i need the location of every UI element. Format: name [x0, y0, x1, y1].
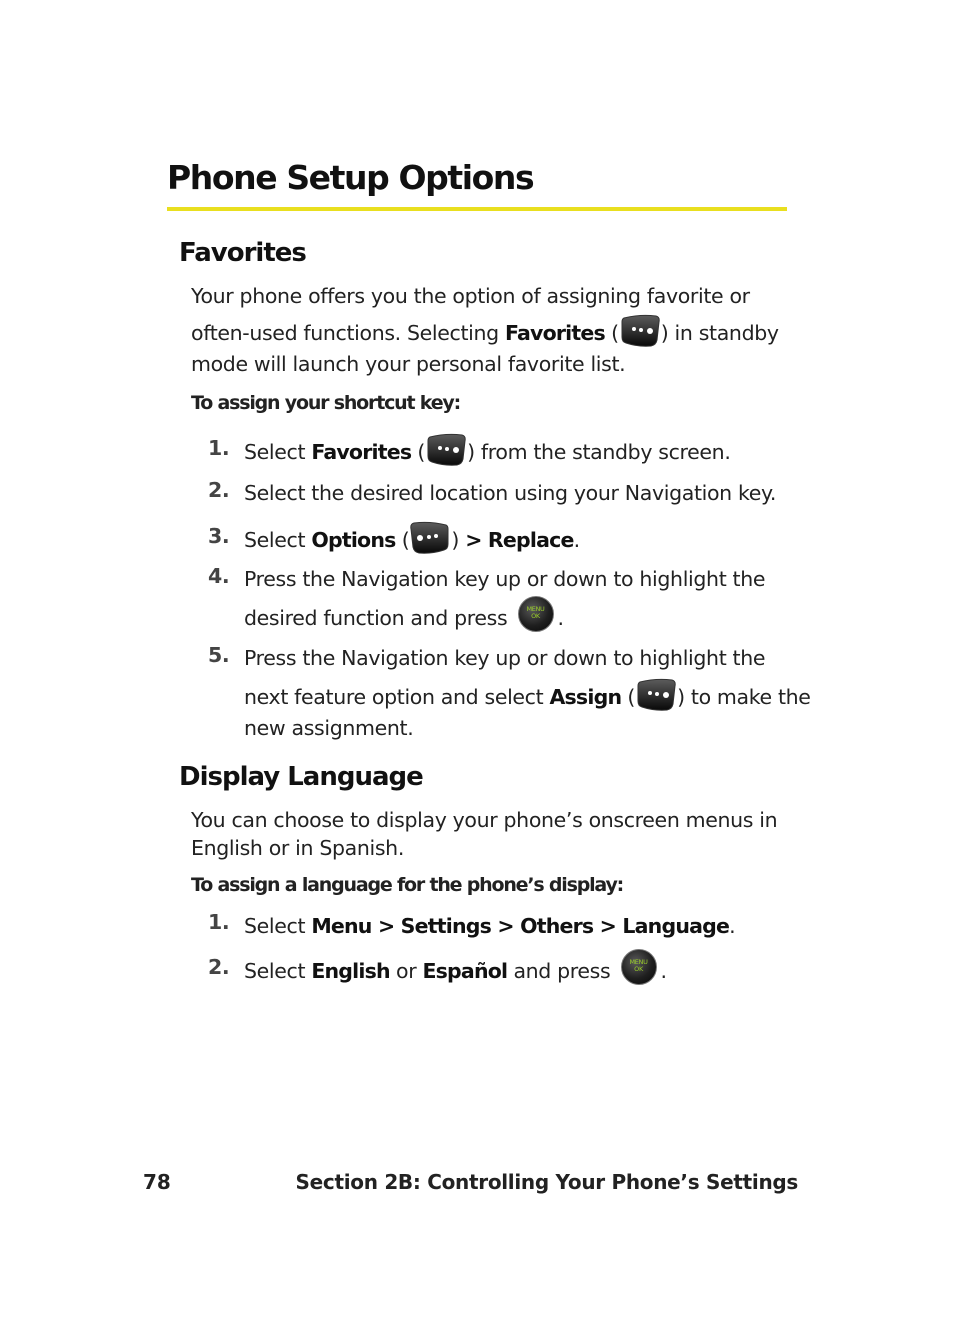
display-language-subheading: To assign a language for the phone’s display: [191, 874, 624, 896]
favorites-subheading: To assign your shortcut key: [191, 392, 460, 414]
step-number: 5. [208, 643, 230, 667]
step-number: 4. [208, 564, 230, 588]
right-softkey-icon [636, 677, 676, 711]
favorites-heading: Favorites [179, 238, 306, 268]
title-underline [167, 207, 787, 211]
display-language-intro: You can choose to display your phone’s onscreen menus in English or in Spanish. [191, 808, 778, 860]
page-number: 78 [143, 1170, 171, 1194]
step-number: 2. [208, 955, 230, 979]
footer-section-title: Section 2B: Controlling Your Phone’s Settings [295, 1170, 798, 1194]
right-softkey-icon [620, 313, 660, 347]
step-number: 2. [208, 478, 230, 502]
menu-ok-key-icon: MENU OK [518, 596, 554, 632]
favorites-intro-line-2: often-used functions. Selecting Favorites ( ) in standby [191, 317, 791, 349]
step-number: 1. [208, 436, 230, 460]
left-softkey-icon [410, 520, 450, 554]
step-number: 1. [208, 910, 230, 934]
favorites-intro [191, 280, 791, 379]
step-number: 3. [208, 524, 230, 548]
display-language-heading: Display Language [179, 762, 423, 792]
favorites-intro-line-3: mode will launch your personal favorite list. [191, 352, 626, 376]
right-softkey-icon [426, 432, 466, 466]
menu-ok-key-icon: MENU OK [621, 949, 657, 985]
favorites-intro-line-1: Your phone offers you the option of assigning favorite or [191, 284, 750, 308]
page-title: Phone Setup Options [167, 158, 534, 197]
